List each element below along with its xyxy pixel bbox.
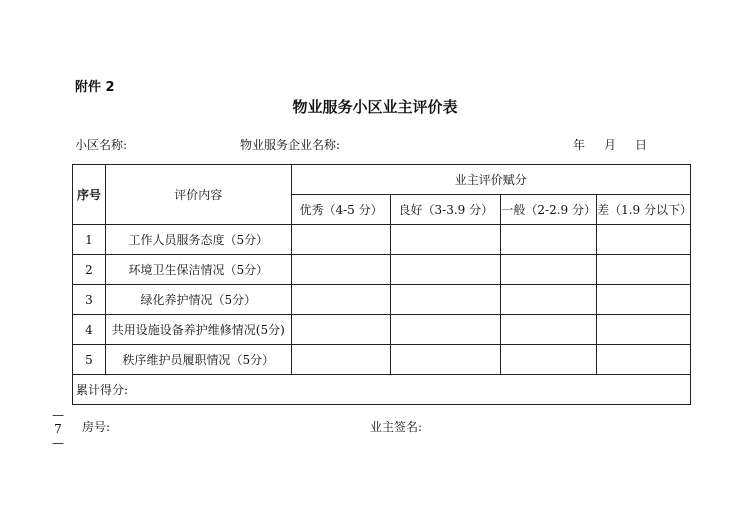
page-number: — 7 — (52, 408, 64, 450)
community-name-label: 小区名称: (75, 138, 128, 152)
row-content: 工作人员服务态度（5分） (105, 225, 291, 255)
score-cell-excellent[interactable] (291, 255, 391, 285)
row-number: 4 (73, 315, 106, 345)
month-label: 月 (604, 138, 617, 152)
grade-header-excellent: 优秀（4-5 分） (291, 195, 391, 225)
grade-header-poor: 差（1.9 分以下） (597, 195, 691, 225)
score-cell-fair[interactable] (501, 255, 597, 285)
row-content: 环境卫生保洁情况（5分） (105, 255, 291, 285)
score-cell-fair[interactable] (501, 225, 597, 255)
score-cell-excellent[interactable] (291, 345, 391, 375)
owner-signature-label: 业主签名: (370, 420, 423, 434)
score-cell-poor[interactable] (597, 345, 691, 375)
room-number-label: 房号: (82, 420, 111, 434)
day-label: 日 (635, 138, 648, 152)
grade-header-good: 良好（3-3.9 分） (391, 195, 501, 225)
column-header-content: 评价内容 (105, 165, 291, 225)
table-row (73, 255, 691, 285)
score-cell-poor[interactable] (597, 315, 691, 345)
grade-header-fair: 一般（2-2.9 分） (501, 195, 597, 225)
attachment-label: 附件 2 (75, 80, 115, 95)
row-content: 绿化养护情况（5分） (105, 285, 291, 315)
table-row (73, 345, 691, 375)
row-number: 2 (73, 255, 106, 285)
score-cell-poor[interactable] (597, 255, 691, 285)
score-cell-poor[interactable] (597, 285, 691, 315)
score-cell-good[interactable] (391, 285, 501, 315)
row-number: 3 (73, 285, 106, 315)
score-cell-poor[interactable] (597, 225, 691, 255)
score-cell-good[interactable] (391, 315, 501, 345)
column-header-score-group: 业主评价赋分 (291, 165, 690, 195)
row-content: 共用设施设备养护维修情况(5分) (105, 315, 291, 345)
evaluation-table (72, 164, 691, 405)
total-row (73, 375, 691, 405)
year-label: 年 (573, 138, 586, 152)
table-row (73, 285, 691, 315)
score-cell-fair[interactable] (501, 285, 597, 315)
score-cell-good[interactable] (391, 255, 501, 285)
column-header-number: 序号 (73, 165, 106, 225)
total-score-label[interactable]: 累计得分: (73, 375, 691, 405)
table-row (73, 225, 691, 255)
form-title: 物业服务小区业主评价表 (292, 98, 458, 116)
score-cell-excellent[interactable] (291, 225, 391, 255)
score-cell-fair[interactable] (501, 345, 597, 375)
score-cell-fair[interactable] (501, 315, 597, 345)
table-row (73, 315, 691, 345)
score-cell-excellent[interactable] (291, 315, 391, 345)
row-number: 1 (73, 225, 106, 255)
score-cell-good[interactable] (391, 345, 501, 375)
company-name-label: 物业服务企业名称: (240, 138, 341, 152)
score-cell-excellent[interactable] (291, 285, 391, 315)
row-content: 秩序维护员履职情况（5分） (105, 345, 291, 375)
row-number: 5 (73, 345, 106, 375)
score-cell-good[interactable] (391, 225, 501, 255)
